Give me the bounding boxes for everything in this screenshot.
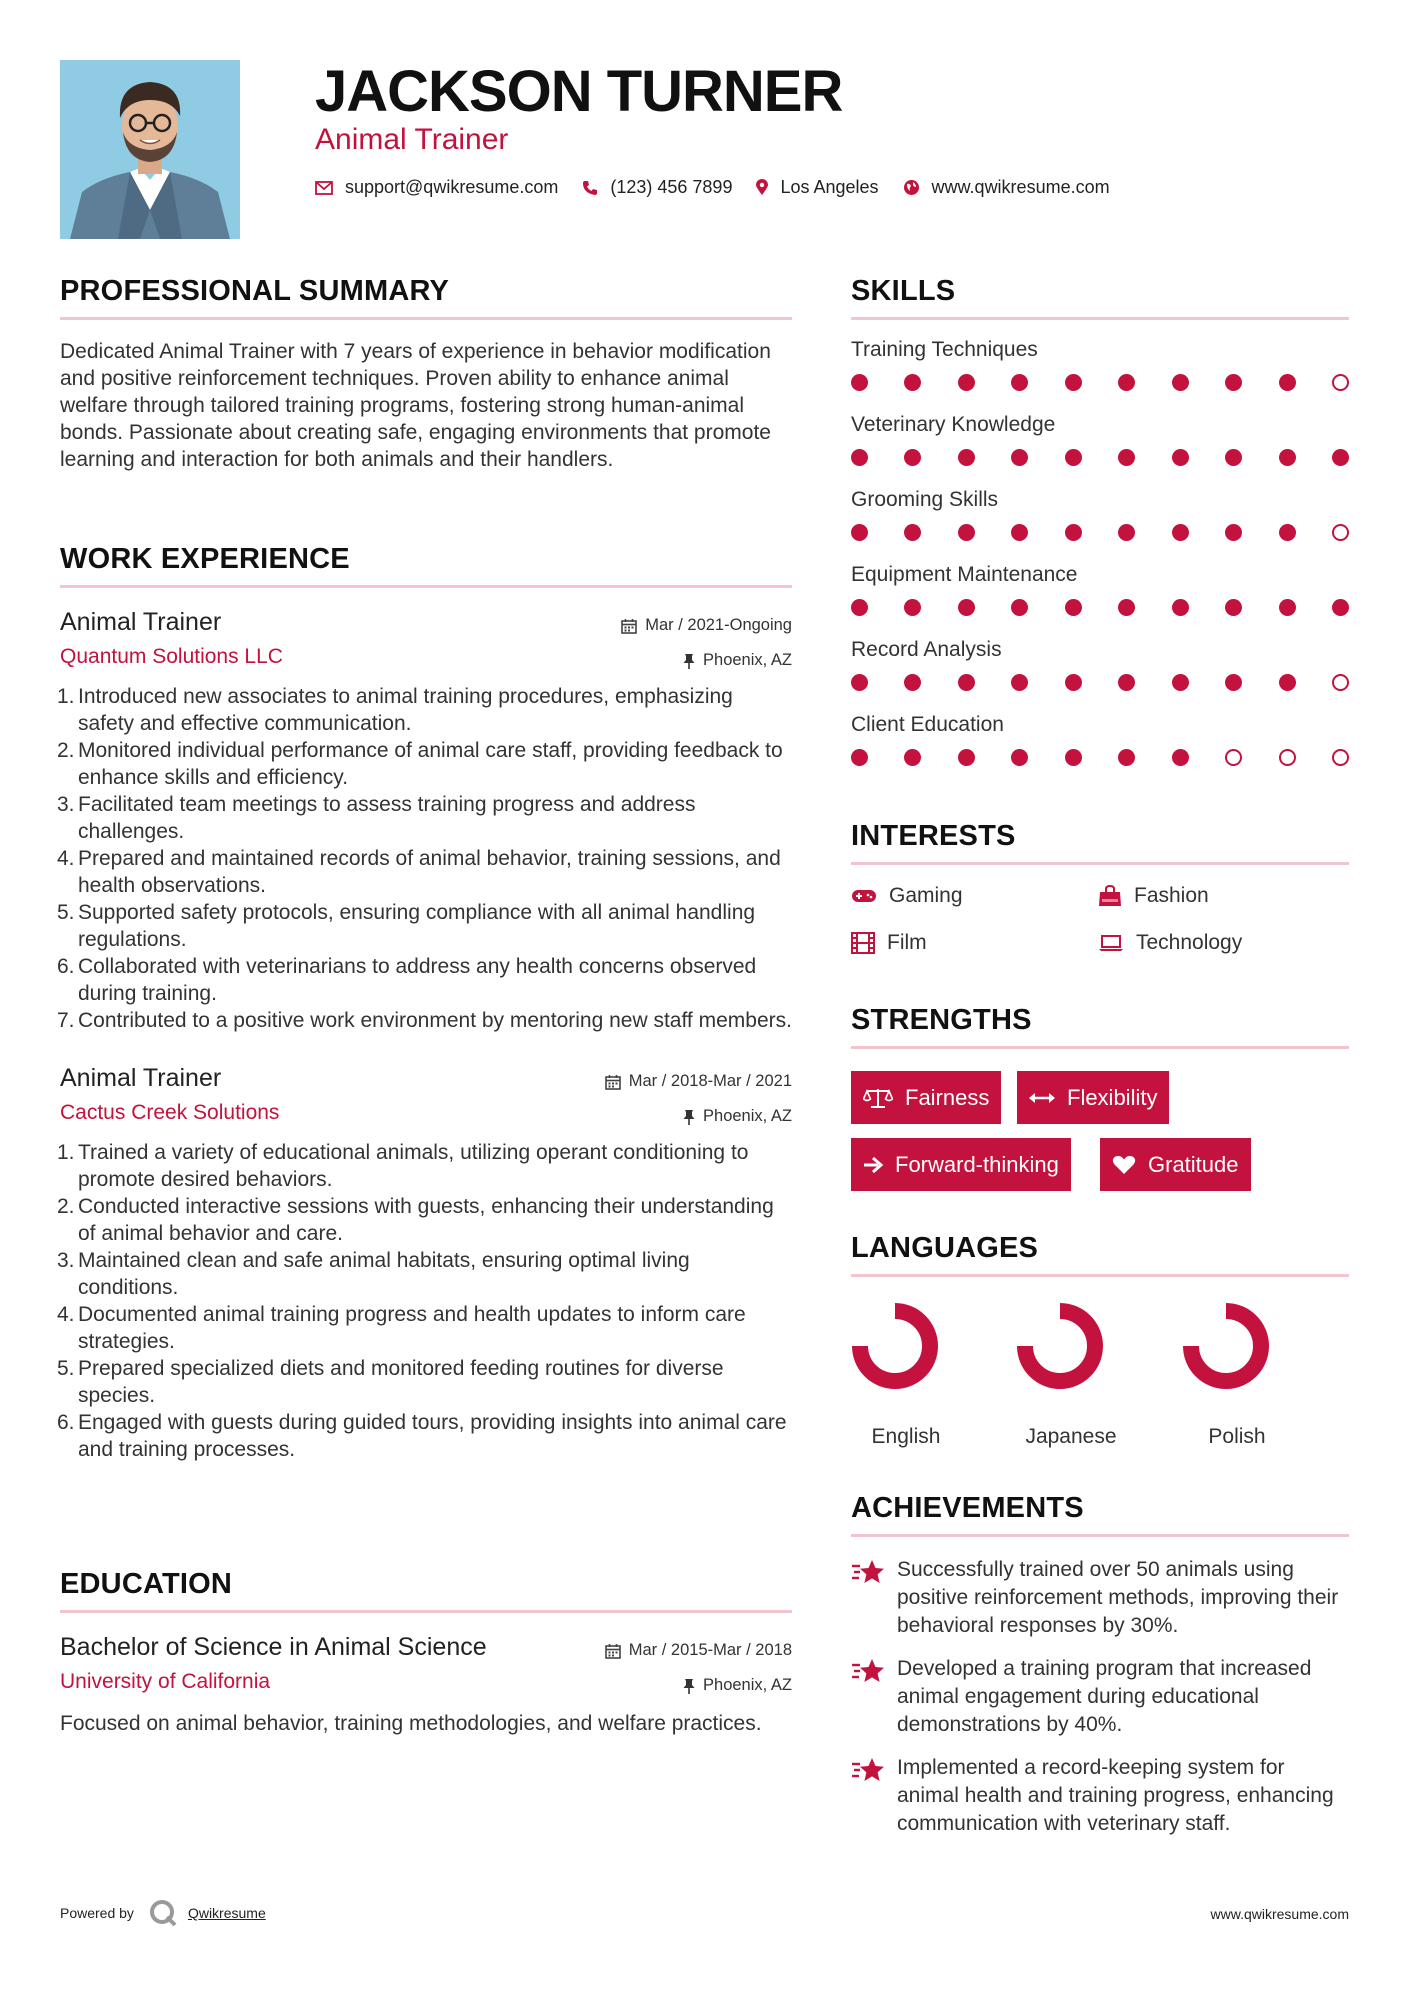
rating-dot-filled — [1118, 449, 1135, 466]
language-item — [1016, 1302, 1126, 1449]
education-location — [683, 1676, 792, 1695]
language-gauge — [1016, 1302, 1126, 1402]
skill-rating — [851, 374, 1349, 391]
rating-dot-empty — [1332, 674, 1349, 691]
candidate-role: Animal Trainer — [315, 123, 509, 156]
rating-dot-filled — [851, 749, 868, 766]
language-label: English — [871, 1425, 941, 1448]
pushpin-icon — [683, 1678, 695, 1694]
section-divider — [851, 1274, 1349, 1277]
contact-bar — [315, 177, 1134, 198]
job-entry — [57, 1064, 792, 1463]
section-divider — [60, 317, 792, 320]
interest-label: Fashion — [1134, 884, 1209, 907]
job-bullets — [57, 1139, 792, 1463]
interests-title: INTERESTS — [851, 820, 1016, 852]
rating-dot-filled — [1172, 674, 1189, 691]
strength-badge — [851, 1138, 1071, 1191]
skill-item — [851, 488, 1349, 563]
phone-icon — [582, 180, 598, 196]
education-date-text: Mar / 2015-Mar / 2018 — [628, 1641, 792, 1659]
skill-rating — [851, 449, 1349, 466]
rating-dot-filled — [851, 524, 868, 541]
job-date-text: Mar / 2018-Mar / 2021 — [628, 1072, 792, 1090]
education-entry — [60, 1633, 792, 1737]
job-company: Quantum Solutions LLC — [60, 645, 283, 668]
interest-label: Gaming — [889, 884, 963, 907]
rating-dot-empty — [1332, 374, 1349, 391]
rating-dot-filled — [1065, 749, 1082, 766]
rating-dot-filled — [1172, 374, 1189, 391]
rating-dot-filled — [1011, 374, 1028, 391]
shopping-bag-icon — [1098, 885, 1122, 907]
rating-dot-filled — [1065, 449, 1082, 466]
rating-dot-filled — [904, 524, 921, 541]
skills-title: SKILLS — [851, 275, 956, 307]
interest-item — [851, 931, 927, 955]
left-column — [57, 275, 792, 1735]
rating-dot-empty — [1279, 749, 1296, 766]
language-gauge — [1182, 1302, 1292, 1402]
rating-dot-filled — [1225, 674, 1242, 691]
education-section — [60, 1568, 792, 1737]
job-date — [605, 1072, 792, 1091]
contact-website[interactable] — [903, 177, 1110, 198]
rating-dot-filled — [904, 374, 921, 391]
skill-item — [851, 638, 1349, 713]
list-item: 2. Conducted interactive sessions with guests, enhancing their understanding of animal behavior and care. — [57, 1195, 774, 1245]
language-level-arc — [1025, 1311, 1095, 1381]
rating-dot-filled — [1011, 524, 1028, 541]
achievement-text: Implemented a record-keeping system for animal health and training progress, enhancing communication with veterinary staff. — [897, 1756, 1334, 1835]
map-pin-icon — [756, 179, 768, 196]
achievement-text: Successfully trained over 50 animals using positive reinforcement methods, improving their behavioral responses by 30%. — [897, 1558, 1339, 1637]
rating-dot-filled — [1225, 374, 1242, 391]
contact-phone[interactable] — [582, 177, 732, 198]
candidate-name: JACKSON TURNER — [315, 59, 843, 124]
experience-title: WORK EXPERIENCE — [60, 543, 350, 575]
skill-rating — [851, 599, 1349, 616]
strength-label: Flexibility — [1067, 1084, 1158, 1110]
interest-label: Technology — [1136, 931, 1243, 954]
language-level-arc — [1191, 1311, 1261, 1381]
summary-text: Dedicated Animal Trainer with 7 years of experience in behavior modification and positive reinforcement techniques. Proven ability to enhance animal welfare through tailored training programs, fostering strong human-animal bonds. Passionate about creating safe, engaging environments that promote learning and interaction for both animals and their handlers. — [60, 340, 771, 471]
rating-dot-filled — [1065, 374, 1082, 391]
skill-name: Equipment Maintenance — [851, 563, 1078, 586]
list-item: 5. Supported safety protocols, ensuring compliance with all animal handling regulations. — [57, 901, 756, 951]
rating-dot-filled — [851, 599, 868, 616]
interest-item — [1098, 931, 1242, 955]
footer-website[interactable]: www.qwikresume.com — [1210, 1906, 1349, 1922]
contact-phone-text: (123) 456 7899 — [610, 177, 733, 197]
rating-dot-filled — [904, 449, 921, 466]
strengths-title: STRENGTHS — [851, 1004, 1032, 1036]
rating-dot-filled — [851, 674, 868, 691]
list-item: 1. Introduced new associates to animal training procedures, emphasizing safety and effective communication. — [57, 685, 733, 735]
list-item: 5. Prepared specialized diets and monitored feeding routines for diverse species. — [57, 1357, 724, 1407]
language-gauge — [851, 1302, 961, 1402]
rating-dot-filled — [904, 749, 921, 766]
skills-section — [851, 275, 1349, 788]
list-item: 4. Prepared and maintained records of animal behavior, training sessions, and health observations. — [57, 847, 781, 897]
globe-icon — [903, 179, 920, 196]
list-item: 6. Engaged with guests during guided tours, providing insights into animal care and training processes. — [57, 1411, 787, 1461]
rating-dot-empty — [1332, 749, 1349, 766]
calendar-icon — [605, 1074, 621, 1090]
achievement-item — [851, 1754, 1349, 1838]
rating-dot-filled — [1118, 374, 1135, 391]
rating-dot-filled — [1118, 599, 1135, 616]
skill-name: Client Education — [851, 713, 1004, 736]
rating-dot-filled — [958, 374, 975, 391]
star-award-icon — [851, 1756, 885, 1784]
rating-dot-filled — [1011, 599, 1028, 616]
gamepad-icon — [851, 888, 877, 904]
skill-name: Training Techniques — [851, 338, 1038, 361]
job-company: Cactus Creek Solutions — [60, 1101, 280, 1124]
strength-badge — [851, 1071, 1001, 1124]
pushpin-icon — [683, 1109, 695, 1125]
strengths-section — [851, 1004, 1349, 1204]
job-title: Animal Trainer — [60, 1064, 222, 1092]
summary-title: PROFESSIONAL SUMMARY — [60, 275, 450, 307]
strength-label: Fairness — [905, 1084, 990, 1110]
section-divider — [851, 317, 1349, 320]
heart-icon — [1112, 1155, 1136, 1175]
strength-badge — [1100, 1138, 1251, 1191]
rating-dot-filled — [958, 674, 975, 691]
rating-dot-filled — [1172, 599, 1189, 616]
interest-label: Film — [887, 931, 927, 954]
school-name: University of California — [60, 1670, 271, 1693]
achievements-section — [851, 1492, 1349, 1872]
rating-dot-empty — [1332, 524, 1349, 541]
balance-scale-icon — [863, 1087, 893, 1109]
rating-dot-filled — [1011, 674, 1028, 691]
brand-link[interactable]: Qwikresume — [187, 1905, 266, 1921]
star-award-icon — [851, 1558, 885, 1586]
rating-dot-filled — [1011, 749, 1028, 766]
achievement-text: Developed a training program that increased animal engagement during educational demonstrations by 40%. — [897, 1657, 1312, 1736]
section-divider — [851, 1046, 1349, 1049]
experience-section — [57, 543, 792, 1463]
rating-dot-filled — [1172, 749, 1189, 766]
rating-dot-filled — [1279, 674, 1296, 691]
contact-location-text: Los Angeles — [780, 177, 879, 197]
contact-email-text: support@qwikresume.com — [345, 177, 559, 197]
summary-section — [60, 275, 792, 473]
skill-item — [851, 413, 1349, 488]
envelope-icon — [315, 181, 333, 195]
strength-badge — [1017, 1071, 1169, 1124]
strength-label: Forward-thinking — [895, 1151, 1059, 1177]
footer-powered-by — [60, 1898, 266, 1928]
skills-list — [851, 338, 1349, 788]
rating-dot-filled — [1279, 524, 1296, 541]
rating-dot-filled — [958, 524, 975, 541]
rating-dot-filled — [1065, 674, 1082, 691]
contact-location — [756, 177, 878, 198]
calendar-icon — [621, 618, 637, 634]
profile-photo — [60, 60, 240, 239]
language-item — [851, 1302, 961, 1449]
skill-item — [851, 713, 1349, 788]
interest-item — [1098, 884, 1209, 908]
skill-rating — [851, 749, 1349, 766]
achievement-item — [851, 1556, 1349, 1640]
laptop-icon — [1098, 934, 1124, 952]
rating-dot-filled — [1225, 524, 1242, 541]
list-item: 7. Contributed to a positive work environment by mentoring new staff members. — [57, 1009, 792, 1032]
skill-item — [851, 563, 1349, 638]
list-item: 3. Facilitated team meetings to assess training progress and address challenges. — [57, 793, 696, 843]
rating-dot-filled — [1225, 599, 1242, 616]
person-avatar-icon — [60, 60, 240, 239]
job-location-text: Phoenix, AZ — [703, 651, 792, 669]
skill-name: Veterinary Knowledge — [851, 413, 1056, 436]
interest-item — [851, 884, 963, 908]
rating-dot-filled — [1332, 449, 1349, 466]
list-item: 3. Maintained clean and safe animal habitats, ensuring optimal living conditions. — [57, 1249, 690, 1299]
job-entry — [57, 608, 792, 1034]
rating-dot-filled — [958, 749, 975, 766]
achievement-item — [851, 1655, 1349, 1739]
rating-dot-filled — [1225, 449, 1242, 466]
section-divider — [60, 585, 792, 588]
rating-dot-filled — [1065, 524, 1082, 541]
section-divider — [851, 1534, 1349, 1537]
languages-title: LANGUAGES — [851, 1232, 1039, 1264]
section-divider — [60, 1610, 792, 1613]
powered-by-label: Powered by — [60, 1905, 134, 1921]
list-item: 4. Documented animal training progress and health updates to inform care strategies. — [57, 1303, 746, 1353]
rating-dot-filled — [1279, 449, 1296, 466]
job-location-text: Phoenix, AZ — [703, 1107, 792, 1125]
education-date — [605, 1641, 792, 1660]
language-level-arc — [860, 1311, 930, 1381]
rating-dot-filled — [1279, 374, 1296, 391]
rating-dot-filled — [904, 674, 921, 691]
language-item — [1182, 1302, 1292, 1449]
rating-dot-filled — [1065, 599, 1082, 616]
job-location — [683, 651, 792, 670]
rating-dot-filled — [851, 374, 868, 391]
skill-name: Record Analysis — [851, 638, 1002, 661]
rating-dot-filled — [958, 449, 975, 466]
degree-title: Bachelor of Science in Animal Science — [60, 1633, 487, 1661]
star-award-icon — [851, 1657, 885, 1685]
rating-dot-filled — [1011, 449, 1028, 466]
rating-dot-filled — [1332, 599, 1349, 616]
interests-section — [851, 820, 1349, 954]
rating-dot-filled — [1118, 674, 1135, 691]
arrows-horizontal-icon — [1029, 1091, 1055, 1105]
strength-label: Gratitude — [1148, 1151, 1239, 1177]
education-title: EDUCATION — [60, 1568, 233, 1600]
rating-dot-filled — [1172, 449, 1189, 466]
job-location — [683, 1107, 792, 1126]
qwikresume-logo-icon — [148, 1898, 178, 1928]
list-item: 2. Monitored individual performance of animal care staff, providing feedback to enhance skills and efficiency. — [57, 739, 783, 789]
job-date-text: Mar / 2021-Ongoing — [645, 616, 792, 634]
languages-section — [851, 1232, 1349, 1448]
skill-rating — [851, 524, 1349, 541]
rating-dot-filled — [904, 599, 921, 616]
language-label: Japanese — [1025, 1425, 1117, 1448]
rating-dot-filled — [1279, 599, 1296, 616]
job-date — [621, 616, 792, 635]
language-label: Polish — [1208, 1425, 1266, 1448]
job-bullets — [57, 683, 792, 1034]
skill-item — [851, 338, 1349, 413]
skill-rating — [851, 674, 1349, 691]
film-icon — [851, 932, 875, 954]
list-item: 1. Trained a variety of educational animals, utilizing operant conditioning to promote desired behaviors. — [57, 1141, 749, 1191]
calendar-icon — [605, 1643, 621, 1659]
education-location-text: Phoenix, AZ — [703, 1676, 792, 1694]
skill-name: Grooming Skills — [851, 488, 999, 511]
rating-dot-filled — [851, 449, 868, 466]
rating-dot-filled — [1118, 524, 1135, 541]
rating-dot-empty — [1225, 749, 1242, 766]
right-column — [851, 275, 1349, 1835]
achievements-title: ACHIEVEMENTS — [851, 1492, 1084, 1524]
job-title: Animal Trainer — [60, 608, 222, 636]
pushpin-icon — [683, 653, 695, 669]
rating-dot-filled — [958, 599, 975, 616]
list-item: 6. Collaborated with veterinarians to address any health concerns observed during training. — [57, 955, 757, 1005]
education-description: Focused on animal behavior, training methodologies, and welfare practices. — [60, 1712, 762, 1735]
section-divider — [851, 862, 1349, 865]
contact-website-text: www.qwikresume.com — [931, 177, 1110, 197]
rating-dot-filled — [1172, 524, 1189, 541]
rating-dot-filled — [1118, 749, 1135, 766]
arrow-right-icon — [863, 1156, 883, 1174]
contact-email[interactable] — [315, 177, 558, 198]
